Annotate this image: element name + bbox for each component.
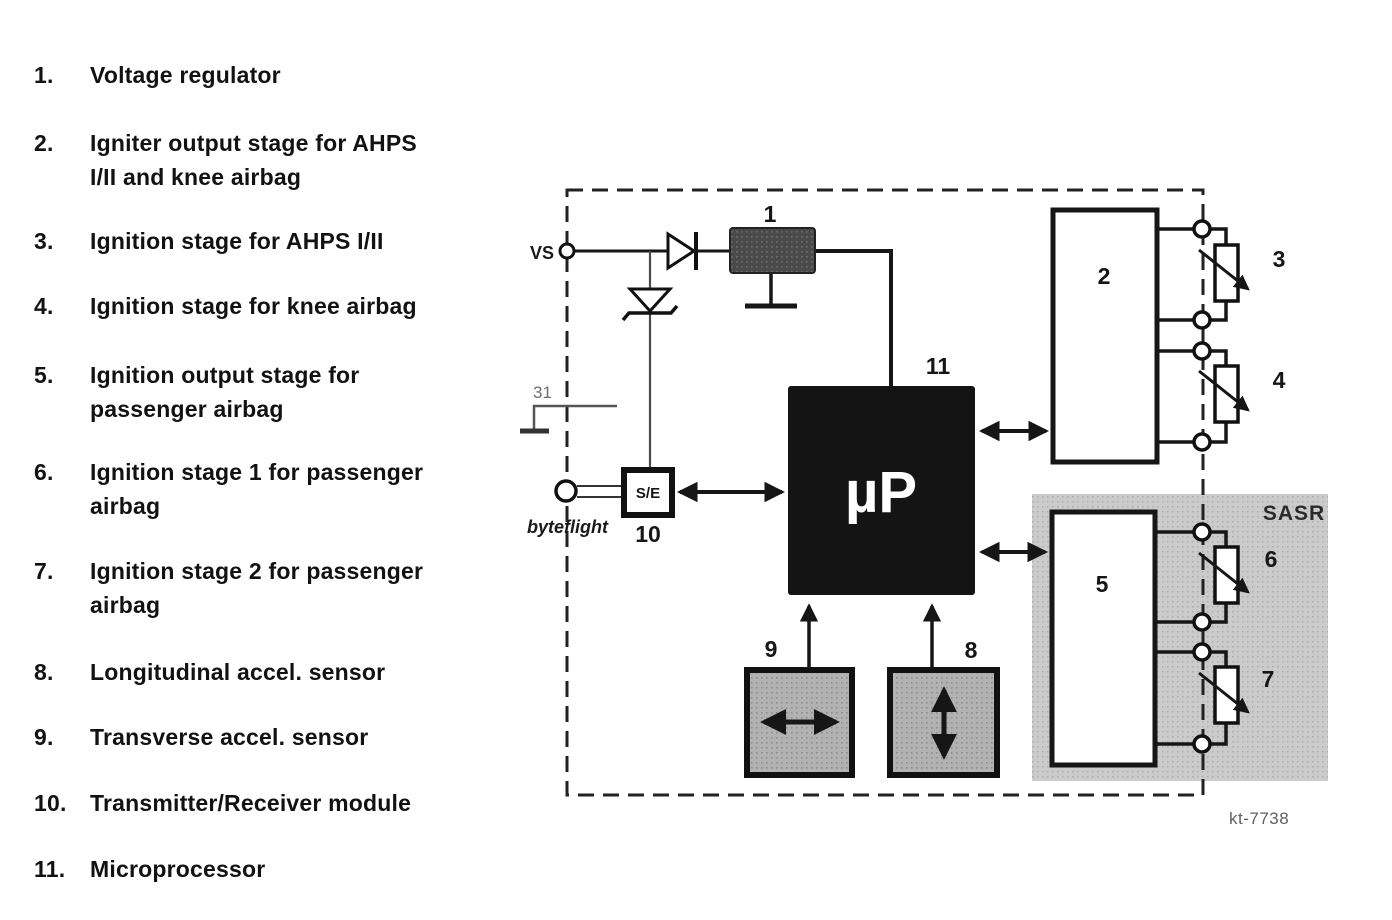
- terminal-31-label: 31: [533, 383, 552, 402]
- transverse-sensor-number: 9: [764, 636, 778, 662]
- transceiver-module-block: [624, 470, 672, 547]
- legend-number: 10.: [34, 790, 67, 816]
- legend-label: Transmitter/Receiver module: [90, 790, 412, 816]
- legend-number: 4.: [34, 293, 54, 319]
- legend-label: Ignition stage for knee airbag: [90, 293, 417, 319]
- transceiver-label: S/E: [635, 485, 661, 502]
- legend-number: 7.: [34, 558, 54, 584]
- squib-passenger-1-number: 6: [1264, 546, 1278, 572]
- legend-number: 11.: [34, 856, 66, 882]
- igniter-output-stage-number: 2: [1097, 263, 1111, 289]
- microprocessor-label: µP: [844, 460, 918, 525]
- squib-knee: [1199, 366, 1286, 422]
- legend-label: Voltage regulator: [90, 62, 281, 88]
- byteflight-terminal: [556, 481, 576, 501]
- squib-terminal: [1194, 343, 1210, 359]
- squib-ahps: [1199, 245, 1285, 301]
- legend-label: Ignition stage 1 for passenger airbag: [90, 459, 424, 519]
- legend-number: 9.: [34, 724, 54, 750]
- longitudinal-sensor-number: 8: [964, 637, 978, 663]
- legend-number: 2.: [34, 130, 54, 156]
- squib-terminal: [1194, 434, 1210, 450]
- legend-number: 5.: [34, 362, 54, 388]
- drawing-reference: kt-7738: [1229, 809, 1290, 828]
- vs-terminal: [560, 244, 574, 258]
- squib-terminal: [1194, 524, 1210, 540]
- legend-label: Igniter output stage for AHPS I/II and knee airbag: [90, 130, 417, 190]
- longitudinal-accel-sensor-block: [890, 637, 997, 775]
- transverse-accel-sensor-block: [747, 636, 852, 775]
- byteflight-label: byteflight: [527, 517, 608, 537]
- sasr-label: SASR: [1262, 502, 1326, 525]
- transceiver-number: 10: [635, 521, 661, 547]
- squib-terminal: [1194, 614, 1210, 630]
- microprocessor-block: [788, 353, 975, 595]
- legend-number: 1.: [34, 62, 54, 88]
- legend-label: Ignition output stage for passenger airbag: [90, 362, 360, 422]
- legend-number: 8.: [34, 659, 54, 685]
- squib-passenger-2-number: 7: [1261, 666, 1275, 692]
- legend-number: 6.: [34, 459, 54, 485]
- squib-terminal: [1194, 221, 1210, 237]
- squib-terminal: [1194, 736, 1210, 752]
- squib-terminal: [1194, 312, 1210, 328]
- legend-number: 3.: [34, 228, 54, 254]
- squib-terminal: [1194, 644, 1210, 660]
- terminal-31-wire: [534, 406, 617, 430]
- legend-label: Transverse accel. sensor: [90, 724, 369, 750]
- igniter-output-stage-block: [1053, 210, 1157, 462]
- ignition-output-stage-block: [1052, 512, 1155, 765]
- squib-knee-number: 4: [1272, 367, 1286, 393]
- vs-label: VS: [530, 243, 555, 263]
- legend-label: Longitudinal accel. sensor: [90, 659, 386, 685]
- legend-label: Ignition stage for AHPS I/II: [90, 228, 384, 254]
- ignition-output-stage-number: 5: [1095, 571, 1109, 597]
- legend-label: Ignition stage 2 for passenger airbag: [90, 558, 424, 618]
- series-diode-symbol: [668, 232, 696, 270]
- microprocessor-number: 11: [925, 353, 951, 379]
- voltage-regulator-number: 1: [763, 201, 777, 227]
- squib-ahps-number: 3: [1272, 246, 1286, 272]
- regulator-to-micro-wire: [815, 251, 891, 386]
- legend-label: Microprocessor: [90, 856, 266, 882]
- voltage-regulator-block: [730, 201, 815, 273]
